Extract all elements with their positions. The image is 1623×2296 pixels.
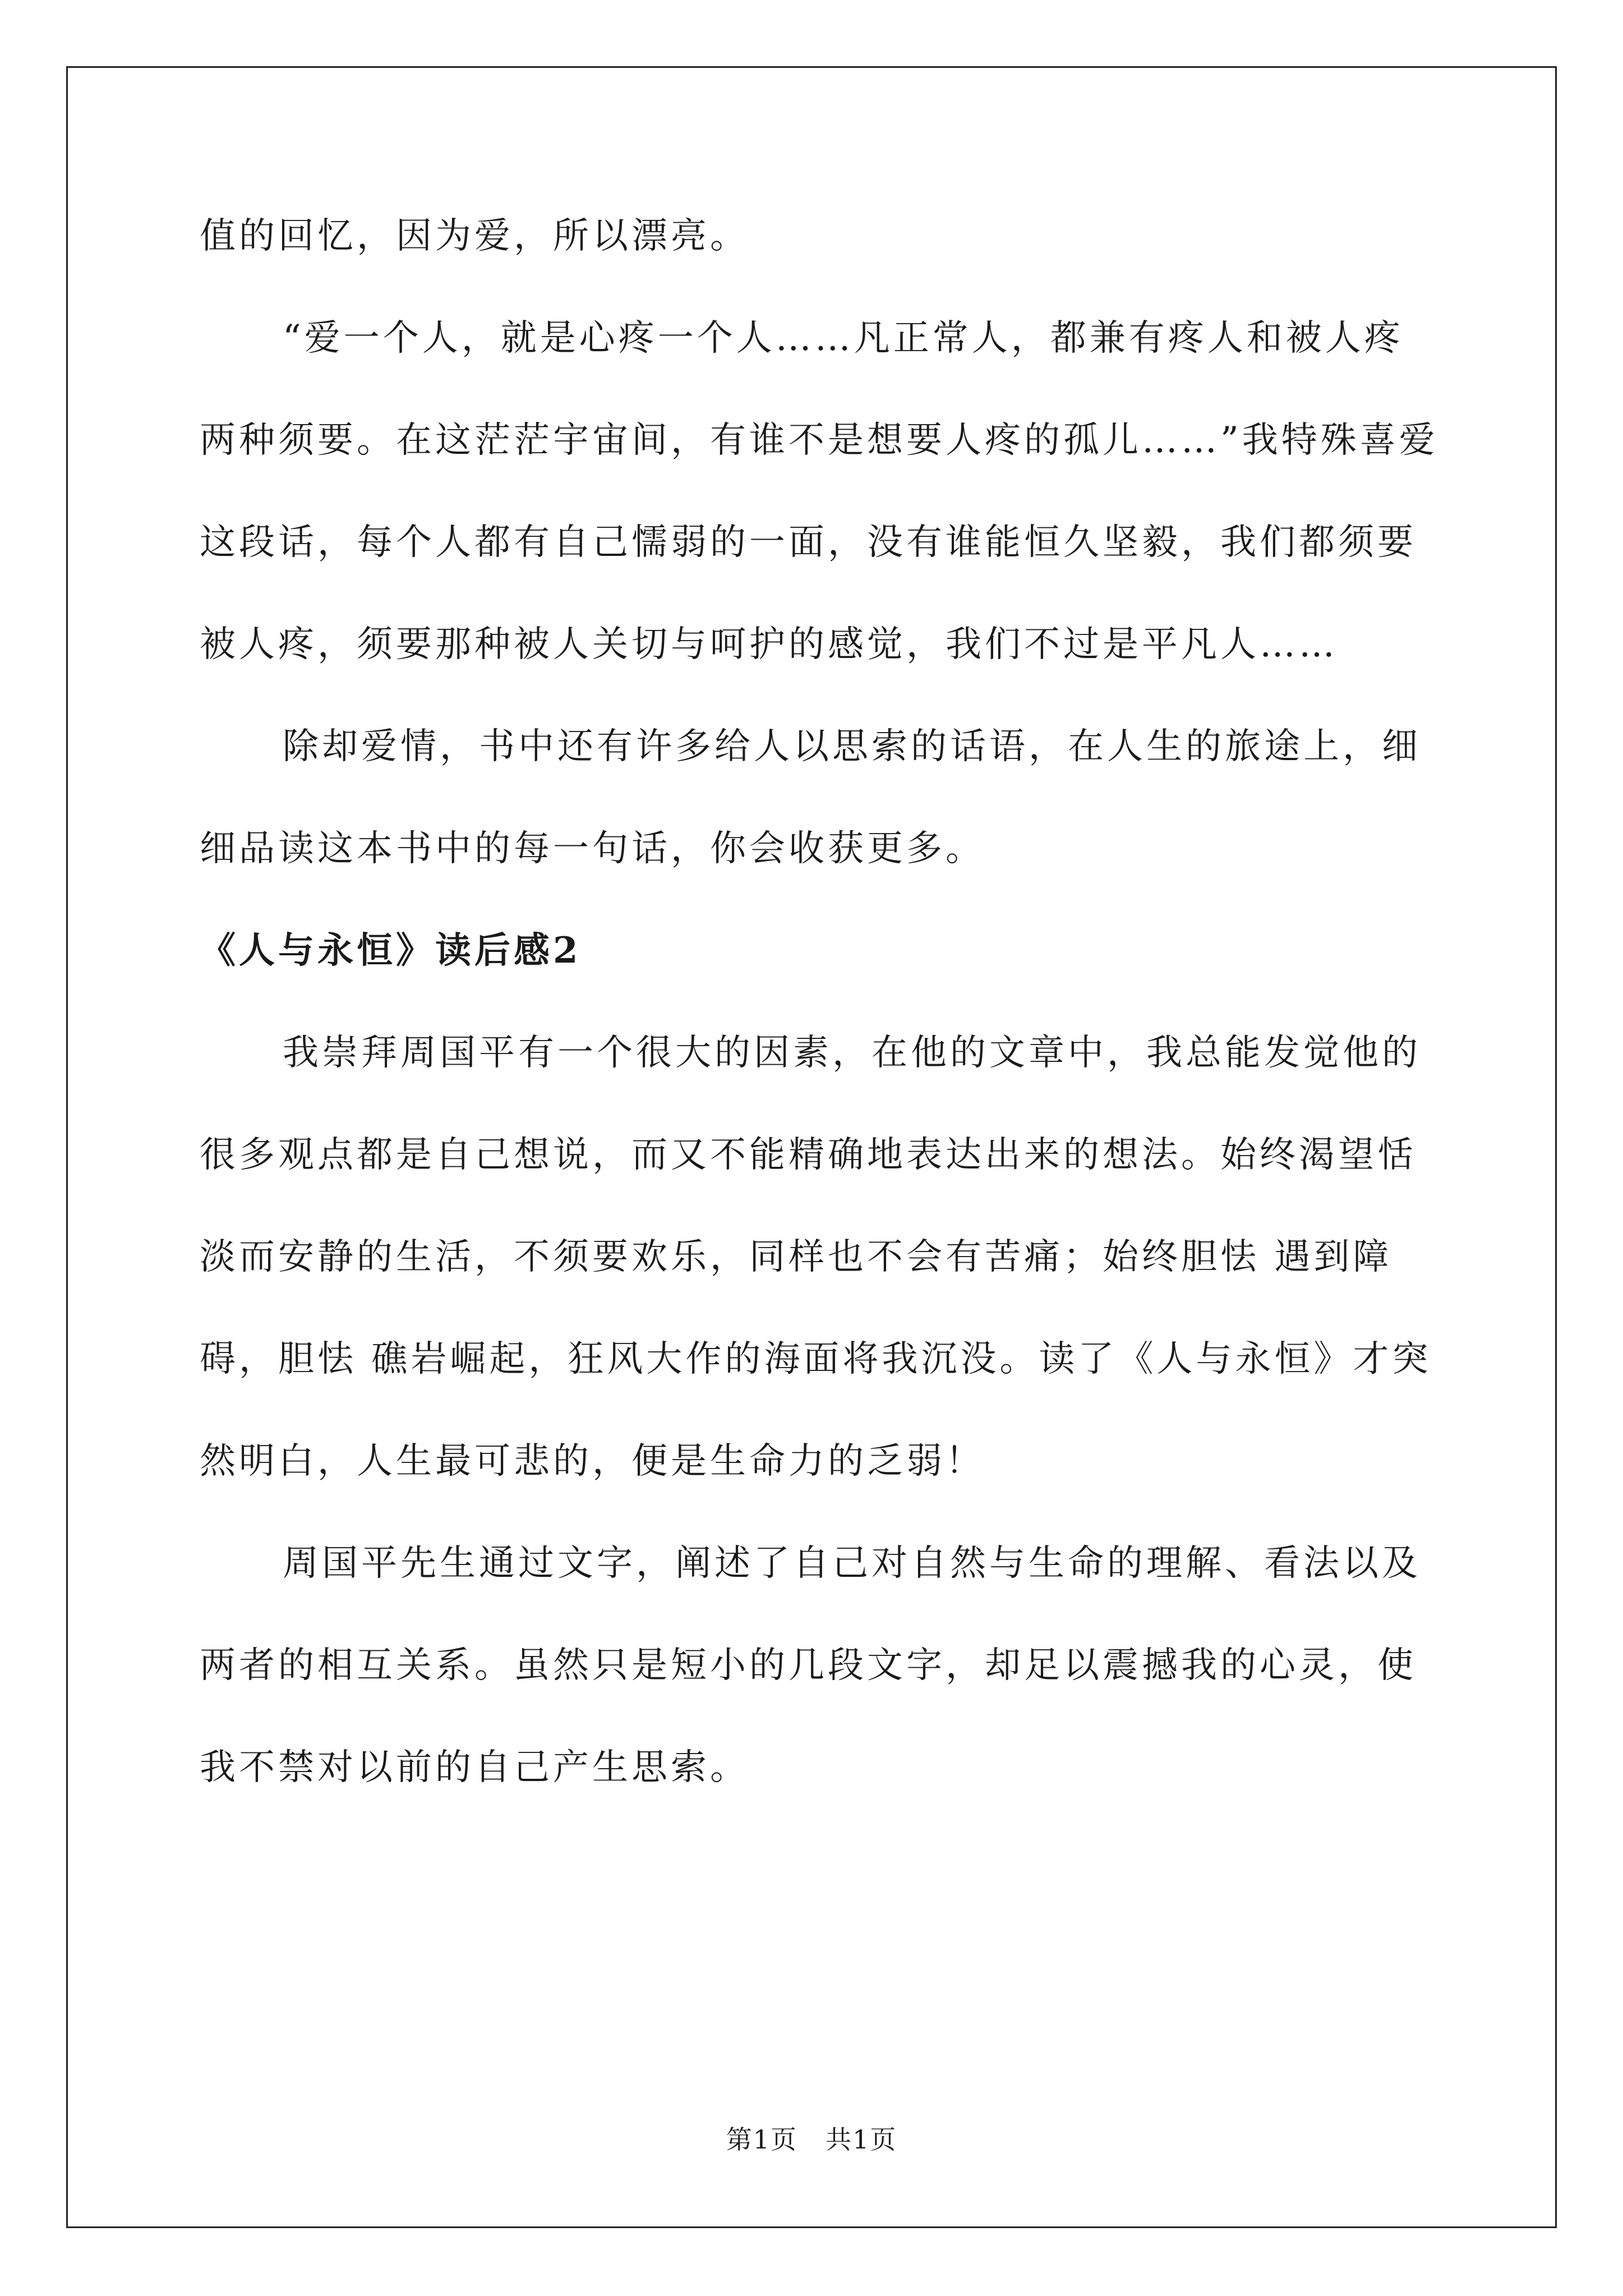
page-total: 共1页 (825, 2124, 897, 2155)
document-body (200, 185, 1439, 1819)
section-heading: 《人与永恒》读后感2 (200, 930, 582, 972)
paragraph: 值的回忆，因为爱，所以漂亮。 (200, 215, 749, 257)
paragraph: 我崇拜周国平有一个很大的因素，在他的文章中，我总能发觉他的很多观点都是自己想说，而又不能精确地表达出来的想法。始终渴望恬淡而安静的生活，不须要欢乐，同样也不会有苦痛；始终胆怯 遇到障碍，胆怯 礁岩崛起，狂风大作的海面将我沉没。读了《人与永恒》才突然明白，人生最可悲的，便是生命力的乏弱！ (200, 1032, 1432, 1482)
paragraph: “爱一个人，就是心疼一个人……凡正常人，都兼有疼人和被人疼两种须要。在这茫茫宇宙间，有谁不是想要人疼的孤儿……”我特殊喜爱这段话，每个人都有自己懦弱的一面，没有谁能恒久坚毅，我们都须要被人疼，须要那种被人关切与呵护的感觉，我们不过是平凡人…… (200, 318, 1438, 665)
paragraph: 除却爱情，书中还有许多给人以思索的话语，在人生的旅途上，细细品读这本书中的每一句话，你会收获更多。 (200, 726, 1421, 869)
page-number: 第1页 (726, 2124, 798, 2155)
paragraph: 周国平先生通过文字，阐述了自己对自然与生命的理解、看法以及两者的相互关系。虽然只是短小的几段文字，却足以震撼我的心灵，使我不禁对以前的自己产生思索。 (200, 1543, 1421, 1788)
page-footer (0, 2119, 1623, 2156)
